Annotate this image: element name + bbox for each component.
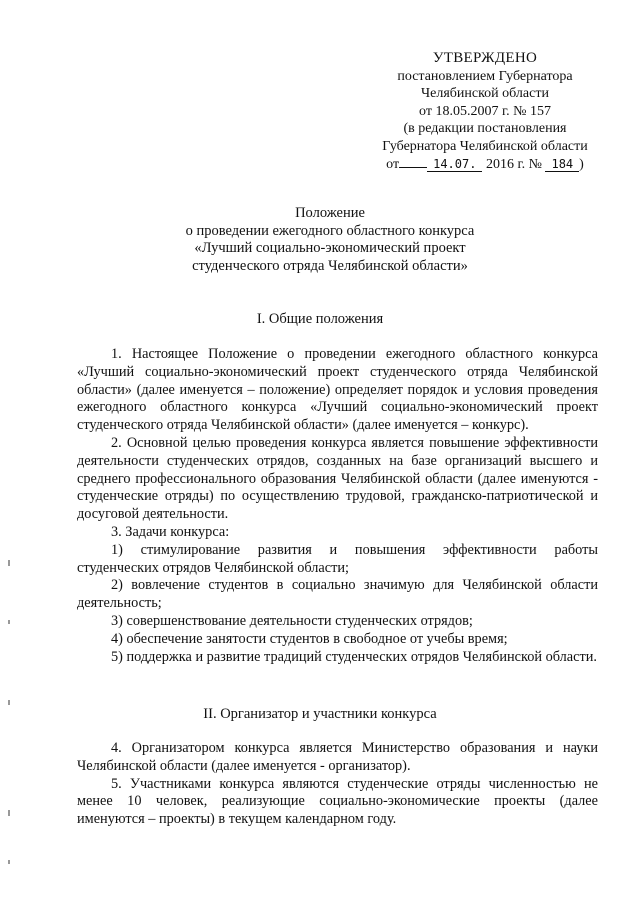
task-item-3: 3) совершенствование деятельности студенческих отрядов;	[111, 612, 473, 629]
paragraph-4: 4. Организатором конкурса является Министерство образования и науки Челябинской области (далее именуется - организатор).	[77, 740, 598, 774]
approval-line: Челябинской области	[421, 86, 549, 101]
section-body-organizer	[77, 740, 598, 829]
title-line: Положение	[295, 205, 365, 221]
amendment-number: 184	[545, 157, 579, 172]
approval-line: постановлением Губернатора	[397, 68, 573, 84]
approval-line: от 18.05.2007 г. № 157	[419, 103, 551, 119]
task-item-1: 1) стимулирование развития и повышения эффективности работы студенческих отрядов Челябинской области;	[77, 541, 598, 576]
approval-line: (в редакции постановления	[403, 121, 567, 136]
blank-underline	[399, 155, 427, 168]
approval-line: Губернатора Челябинской области	[382, 138, 588, 154]
scan-margin-marks	[8, 560, 10, 900]
title-line: студенческого отряда Челябинской области»	[192, 257, 468, 274]
approval-stamp: УТВЕРЖДЕНО	[432, 50, 538, 66]
section-heading-organizer: II. Организатор и участники конкурса	[203, 706, 437, 722]
task-item-2: 2) вовлечение студентов в социально значимую для Челябинской области деятельность;	[77, 577, 598, 612]
paragraph-3: 3. Задачи конкурса:	[111, 523, 230, 540]
task-item-5: 5) поддержка и развитие традиций студенческих отрядов Челябинской области.	[111, 648, 597, 665]
task-item-4: 4) обеспечение занятости студентов в свободное от учебы время;	[111, 630, 508, 647]
section-body-general	[77, 346, 598, 666]
title-line: о проведении ежегодного областного конкурса	[185, 222, 475, 239]
paragraph-1: 1. Настоящее Положение о проведении ежегодного областного конкурса «Лучший социально-экономический проект студенческого отряда Челябинской области» (далее именуется – положение) определяет порядок и условия проведения ежегодного областного конкурса «Лучший социально-экономический проект студенческого отряда Челябинской области» (далее именуется – конкурс).	[77, 346, 598, 434]
paragraph-5: 5. Участниками конкурса являются студенческие отряды численностью не менее 10 человек, реализующие социально-экономические проекты (далее именуются – проекты) в текущем календарном году.	[77, 775, 598, 828]
document-title	[150, 205, 510, 275]
amendment-prefix: от	[386, 157, 400, 172]
paragraph-2: 2. Основной целью проведения конкурса является повышение эффективности деятельности студенческих отрядов, созданных на базе организаций высшего и среднего профессионального образования Челябинской области (далее именуются - студенческие отряды) по осуществлению трудовой, гражданско-патриотической и досуговой деятельности.	[77, 434, 598, 523]
amendment-date: 14.07.	[427, 157, 482, 172]
amendment-close: )	[579, 157, 584, 172]
title-line: «Лучший социально-экономический проект	[194, 240, 466, 256]
amendment-year: 2016 г. №	[485, 157, 542, 172]
approval-block	[360, 50, 610, 174]
section-heading-general: I. Общие положения	[256, 311, 384, 327]
amendment-line	[360, 155, 610, 174]
